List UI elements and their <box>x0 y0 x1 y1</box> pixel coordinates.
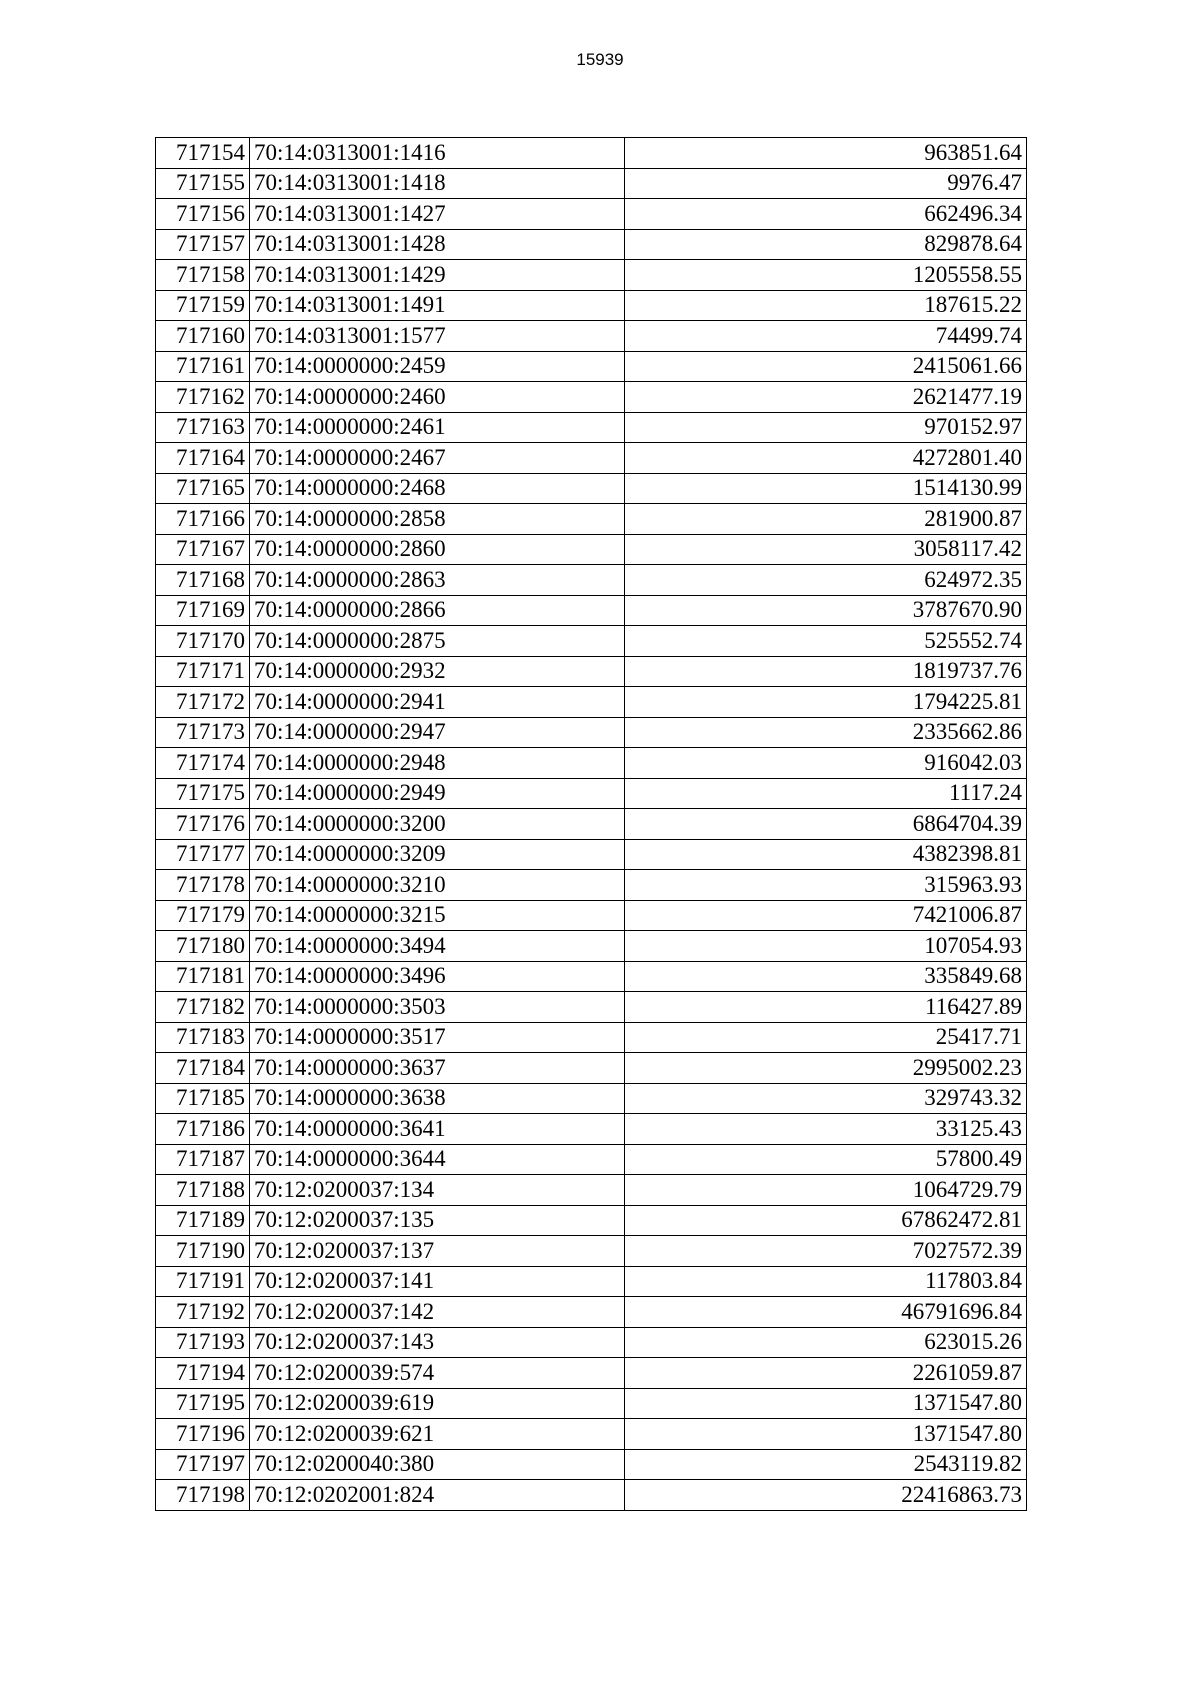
cadastral-number-cell: 70:12:0200039:621 <box>250 1419 625 1450</box>
cadastral-value-cell: 7421006.87 <box>625 900 1027 931</box>
row-number-cell: 717171 <box>156 656 250 687</box>
table-row <box>156 839 1027 870</box>
cadastral-number-cell: 70:14:0000000:3200 <box>250 809 625 840</box>
row-number-cell: 717155 <box>156 168 250 199</box>
cadastral-number-cell: 70:12:0200039:619 <box>250 1388 625 1419</box>
cadastral-number-cell: 70:14:0000000:2941 <box>250 687 625 718</box>
cadastral-number-cell: 70:14:0000000:3644 <box>250 1144 625 1175</box>
table-row <box>156 1419 1027 1450</box>
cadastral-number-cell: 70:14:0000000:2949 <box>250 778 625 809</box>
cadastral-value-cell: 916042.03 <box>625 748 1027 779</box>
table-row <box>156 1480 1027 1511</box>
cadastral-value-cell: 662496.34 <box>625 199 1027 230</box>
table-row <box>156 138 1027 169</box>
cadastral-number-cell: 70:12:0200037:135 <box>250 1205 625 1236</box>
cadastral-number-cell: 70:14:0000000:2866 <box>250 595 625 626</box>
cadastral-value-cell: 963851.64 <box>625 138 1027 169</box>
cadastral-number-cell: 70:12:0200040:380 <box>250 1449 625 1480</box>
cadastral-value-cell: 329743.32 <box>625 1083 1027 1114</box>
table-row <box>156 473 1027 504</box>
table-row <box>156 1022 1027 1053</box>
cadastral-number-cell: 70:14:0313001:1418 <box>250 168 625 199</box>
cadastral-value-cell: 970152.97 <box>625 412 1027 443</box>
row-number-cell: 717177 <box>156 839 250 870</box>
cadastral-number-cell: 70:12:0200039:574 <box>250 1358 625 1389</box>
row-number-cell: 717173 <box>156 717 250 748</box>
cadastral-number-cell: 70:14:0000000:2468 <box>250 473 625 504</box>
cadastral-value-cell: 525552.74 <box>625 626 1027 657</box>
table-row <box>156 382 1027 413</box>
cadastral-number-cell: 70:14:0000000:2863 <box>250 565 625 596</box>
cadastral-value-cell: 315963.93 <box>625 870 1027 901</box>
table-row <box>156 1449 1027 1480</box>
cadastral-value-cell: 2995002.23 <box>625 1053 1027 1084</box>
cadastral-value-cell: 6864704.39 <box>625 809 1027 840</box>
row-number-cell: 717170 <box>156 626 250 657</box>
cadastral-number-cell: 70:14:0000000:2947 <box>250 717 625 748</box>
row-number-cell: 717175 <box>156 778 250 809</box>
table-row <box>156 1266 1027 1297</box>
table-row <box>156 626 1027 657</box>
row-number-cell: 717187 <box>156 1144 250 1175</box>
cadastral-value-cell: 2415061.66 <box>625 351 1027 382</box>
cadastral-number-cell: 70:12:0200037:141 <box>250 1266 625 1297</box>
table-row <box>156 321 1027 352</box>
cadastral-number-cell: 70:14:0000000:3215 <box>250 900 625 931</box>
row-number-cell: 717181 <box>156 961 250 992</box>
cadastral-value-cell: 1371547.80 <box>625 1388 1027 1419</box>
table-row <box>156 565 1027 596</box>
row-number-cell: 717189 <box>156 1205 250 1236</box>
row-number-cell: 717196 <box>156 1419 250 1450</box>
cadastral-number-cell: 70:12:0200037:142 <box>250 1297 625 1328</box>
cadastral-number-cell: 70:14:0000000:3641 <box>250 1114 625 1145</box>
cadastral-number-cell: 70:14:0000000:3503 <box>250 992 625 1023</box>
table-row <box>156 1205 1027 1236</box>
table-row <box>156 1236 1027 1267</box>
cadastral-number-cell: 70:14:0000000:2460 <box>250 382 625 413</box>
cadastral-value-cell: 7027572.39 <box>625 1236 1027 1267</box>
cadastral-number-cell: 70:14:0000000:2467 <box>250 443 625 474</box>
row-number-cell: 717168 <box>156 565 250 596</box>
cadastral-value-table <box>155 137 1027 1511</box>
table-row <box>156 961 1027 992</box>
cadastral-value-cell: 2261059.87 <box>625 1358 1027 1389</box>
cadastral-value-cell: 335849.68 <box>625 961 1027 992</box>
page-number: 15939 <box>576 50 624 69</box>
cadastral-number-cell: 70:14:0000000:3638 <box>250 1083 625 1114</box>
cadastral-value-cell: 2543119.82 <box>625 1449 1027 1480</box>
row-number-cell: 717186 <box>156 1114 250 1145</box>
table-row <box>156 260 1027 291</box>
cadastral-value-cell: 3058117.42 <box>625 534 1027 565</box>
row-number-cell: 717194 <box>156 1358 250 1389</box>
cadastral-number-cell: 70:14:0000000:2948 <box>250 748 625 779</box>
table-row <box>156 1175 1027 1206</box>
row-number-cell: 717179 <box>156 900 250 931</box>
cadastral-value-cell: 187615.22 <box>625 290 1027 321</box>
cadastral-value-cell: 829878.64 <box>625 229 1027 260</box>
cadastral-number-cell: 70:14:0000000:3209 <box>250 839 625 870</box>
cadastral-number-cell: 70:14:0000000:3496 <box>250 961 625 992</box>
table-row <box>156 992 1027 1023</box>
row-number-cell: 717195 <box>156 1388 250 1419</box>
table-body <box>156 138 1027 1511</box>
row-number-cell: 717160 <box>156 321 250 352</box>
cadastral-number-cell: 70:14:0000000:2459 <box>250 351 625 382</box>
row-number-cell: 717190 <box>156 1236 250 1267</box>
row-number-cell: 717172 <box>156 687 250 718</box>
cadastral-number-cell: 70:14:0313001:1428 <box>250 229 625 260</box>
row-number-cell: 717182 <box>156 992 250 1023</box>
row-number-cell: 717169 <box>156 595 250 626</box>
row-number-cell: 717163 <box>156 412 250 443</box>
cadastral-value-cell: 1064729.79 <box>625 1175 1027 1206</box>
cadastral-value-cell: 25417.71 <box>625 1022 1027 1053</box>
table-row <box>156 1388 1027 1419</box>
cadastral-value-cell: 1819737.76 <box>625 656 1027 687</box>
cadastral-number-cell: 70:14:0313001:1427 <box>250 199 625 230</box>
cadastral-number-cell: 70:14:0000000:2875 <box>250 626 625 657</box>
row-number-cell: 717197 <box>156 1449 250 1480</box>
table-row <box>156 534 1027 565</box>
row-number-cell: 717154 <box>156 138 250 169</box>
cadastral-number-cell: 70:14:0313001:1429 <box>250 260 625 291</box>
cadastral-value-cell: 2621477.19 <box>625 382 1027 413</box>
row-number-cell: 717176 <box>156 809 250 840</box>
cadastral-value-cell: 107054.93 <box>625 931 1027 962</box>
cadastral-number-cell: 70:14:0000000:2858 <box>250 504 625 535</box>
cadastral-number-cell: 70:14:0000000:3637 <box>250 1053 625 1084</box>
table-row <box>156 168 1027 199</box>
table-row <box>156 1327 1027 1358</box>
row-number-cell: 717159 <box>156 290 250 321</box>
cadastral-value-cell: 3787670.90 <box>625 595 1027 626</box>
cadastral-number-cell: 70:12:0200037:134 <box>250 1175 625 1206</box>
table-row <box>156 351 1027 382</box>
cadastral-number-cell: 70:14:0000000:3210 <box>250 870 625 901</box>
table-row <box>156 199 1027 230</box>
cadastral-value-cell: 67862472.81 <box>625 1205 1027 1236</box>
row-number-cell: 717156 <box>156 199 250 230</box>
row-number-cell: 717188 <box>156 1175 250 1206</box>
cadastral-number-cell: 70:14:0000000:2860 <box>250 534 625 565</box>
row-number-cell: 717158 <box>156 260 250 291</box>
table-row <box>156 900 1027 931</box>
cadastral-value-cell: 117803.84 <box>625 1266 1027 1297</box>
cadastral-value-cell: 1514130.99 <box>625 473 1027 504</box>
cadastral-number-cell: 70:14:0313001:1416 <box>250 138 625 169</box>
table-row <box>156 1114 1027 1145</box>
row-number-cell: 717167 <box>156 534 250 565</box>
table-row <box>156 687 1027 718</box>
table-row <box>156 717 1027 748</box>
table-row <box>156 412 1027 443</box>
table-row <box>156 809 1027 840</box>
cadastral-value-cell: 74499.74 <box>625 321 1027 352</box>
table-row <box>156 229 1027 260</box>
row-number-cell: 717183 <box>156 1022 250 1053</box>
cadastral-value-cell: 1371547.80 <box>625 1419 1027 1450</box>
table-row <box>156 778 1027 809</box>
table-row <box>156 1144 1027 1175</box>
cadastral-number-cell: 70:14:0000000:2932 <box>250 656 625 687</box>
cadastral-number-cell: 70:14:0000000:3494 <box>250 931 625 962</box>
cadastral-value-cell: 4382398.81 <box>625 839 1027 870</box>
cadastral-value-cell: 4272801.40 <box>625 443 1027 474</box>
row-number-cell: 717184 <box>156 1053 250 1084</box>
row-number-cell: 717161 <box>156 351 250 382</box>
cadastral-value-cell: 2335662.86 <box>625 717 1027 748</box>
cadastral-value-cell: 624972.35 <box>625 565 1027 596</box>
table-row <box>156 443 1027 474</box>
row-number-cell: 717185 <box>156 1083 250 1114</box>
row-number-cell: 717164 <box>156 443 250 474</box>
row-number-cell: 717193 <box>156 1327 250 1358</box>
table-row <box>156 595 1027 626</box>
table-row <box>156 931 1027 962</box>
cadastral-number-cell: 70:12:0200037:137 <box>250 1236 625 1267</box>
row-number-cell: 717166 <box>156 504 250 535</box>
cadastral-value-cell: 57800.49 <box>625 1144 1027 1175</box>
row-number-cell: 717191 <box>156 1266 250 1297</box>
table-row <box>156 870 1027 901</box>
cadastral-value-cell: 46791696.84 <box>625 1297 1027 1328</box>
cadastral-number-cell: 70:12:0202001:824 <box>250 1480 625 1511</box>
table-row <box>156 1053 1027 1084</box>
cadastral-value-cell: 1205558.55 <box>625 260 1027 291</box>
cadastral-value-cell: 33125.43 <box>625 1114 1027 1145</box>
row-number-cell: 717178 <box>156 870 250 901</box>
row-number-cell: 717157 <box>156 229 250 260</box>
cadastral-value-cell: 9976.47 <box>625 168 1027 199</box>
cadastral-value-cell: 1117.24 <box>625 778 1027 809</box>
cadastral-number-cell: 70:14:0000000:3517 <box>250 1022 625 1053</box>
row-number-cell: 717180 <box>156 931 250 962</box>
cadastral-number-cell: 70:14:0313001:1491 <box>250 290 625 321</box>
table-row <box>156 290 1027 321</box>
cadastral-number-cell: 70:14:0000000:2461 <box>250 412 625 443</box>
row-number-cell: 717192 <box>156 1297 250 1328</box>
cadastral-value-cell: 116427.89 <box>625 992 1027 1023</box>
table-row <box>156 1083 1027 1114</box>
row-number-cell: 717174 <box>156 748 250 779</box>
table-row <box>156 504 1027 535</box>
table-row <box>156 1297 1027 1328</box>
cadastral-value-cell: 22416863.73 <box>625 1480 1027 1511</box>
cadastral-value-cell: 1794225.81 <box>625 687 1027 718</box>
cadastral-value-cell: 281900.87 <box>625 504 1027 535</box>
cadastral-number-cell: 70:14:0313001:1577 <box>250 321 625 352</box>
cadastral-number-cell: 70:12:0200037:143 <box>250 1327 625 1358</box>
table-row <box>156 748 1027 779</box>
cadastral-value-cell: 623015.26 <box>625 1327 1027 1358</box>
row-number-cell: 717162 <box>156 382 250 413</box>
table-row <box>156 656 1027 687</box>
row-number-cell: 717165 <box>156 473 250 504</box>
table-row <box>156 1358 1027 1389</box>
row-number-cell: 717198 <box>156 1480 250 1511</box>
